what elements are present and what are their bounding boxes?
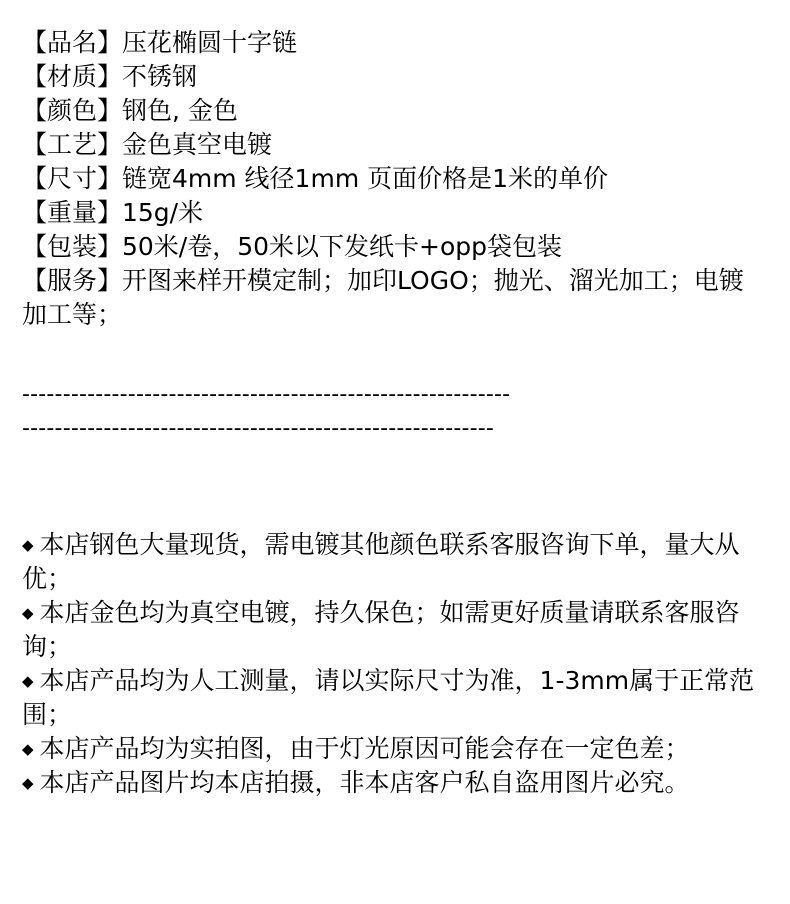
spec-process: 【工艺】金色真空电镀 xyxy=(22,130,273,159)
notice-item-measurement xyxy=(22,664,762,732)
spec-service: 【服务】开图来样开模定制；加印LOGO；抛光、溜光加工；电镀加工等； xyxy=(22,266,744,329)
notice-item-stock xyxy=(22,528,762,596)
diamond-bullet-icon: ◆ xyxy=(22,604,34,622)
diamond-bullet-icon: ◆ xyxy=(22,740,34,758)
spec-weight: 【重量】15g/米 xyxy=(22,198,204,227)
diamond-bullet-icon: ◆ xyxy=(22,774,34,792)
notice-text: 本店产品均为实拍图，由于灯光原因可能会存在一定色差； xyxy=(39,734,690,763)
spec-size: 【尺寸】链宽4mm 线径1mm 页面价格是1米的单价 xyxy=(22,164,609,193)
divider-line-2: ---------------------------------------------------------- xyxy=(22,416,495,441)
spec-product-name: 【品名】压花椭圆十字链 xyxy=(22,28,298,57)
notice-text: 本店产品图片均本店拍摄，非本店客户私自盗用图片必究。 xyxy=(39,768,690,797)
notice-item-plating xyxy=(22,596,762,664)
dashed-divider xyxy=(22,378,768,446)
divider-line-1: ------------------------------------------------------------ xyxy=(22,382,511,407)
notice-text: 本店产品均为人工测量，请以实际尺寸为准，1-3mm属于正常范围； xyxy=(22,666,755,729)
spec-material: 【材质】不锈钢 xyxy=(22,62,198,91)
notice-text: 本店钢色大量现货，需电镀其他颜色联系客服咨询下单，量大从优； xyxy=(22,530,740,593)
diamond-bullet-icon: ◆ xyxy=(22,536,34,554)
spec-color: 【颜色】钢色, 金色 xyxy=(22,96,238,125)
spec-packaging: 【包装】50米/卷，50米以下发纸卡+opp袋包装 xyxy=(22,232,563,261)
spec-list xyxy=(22,26,762,332)
notice-text: 本店金色均为真空电镀，持久保色；如需更好质量请联系客服咨询； xyxy=(22,598,740,661)
store-notice-list xyxy=(22,528,762,800)
notice-item-photos xyxy=(22,732,762,766)
notice-item-copyright xyxy=(22,766,762,800)
diamond-bullet-icon: ◆ xyxy=(22,672,34,690)
